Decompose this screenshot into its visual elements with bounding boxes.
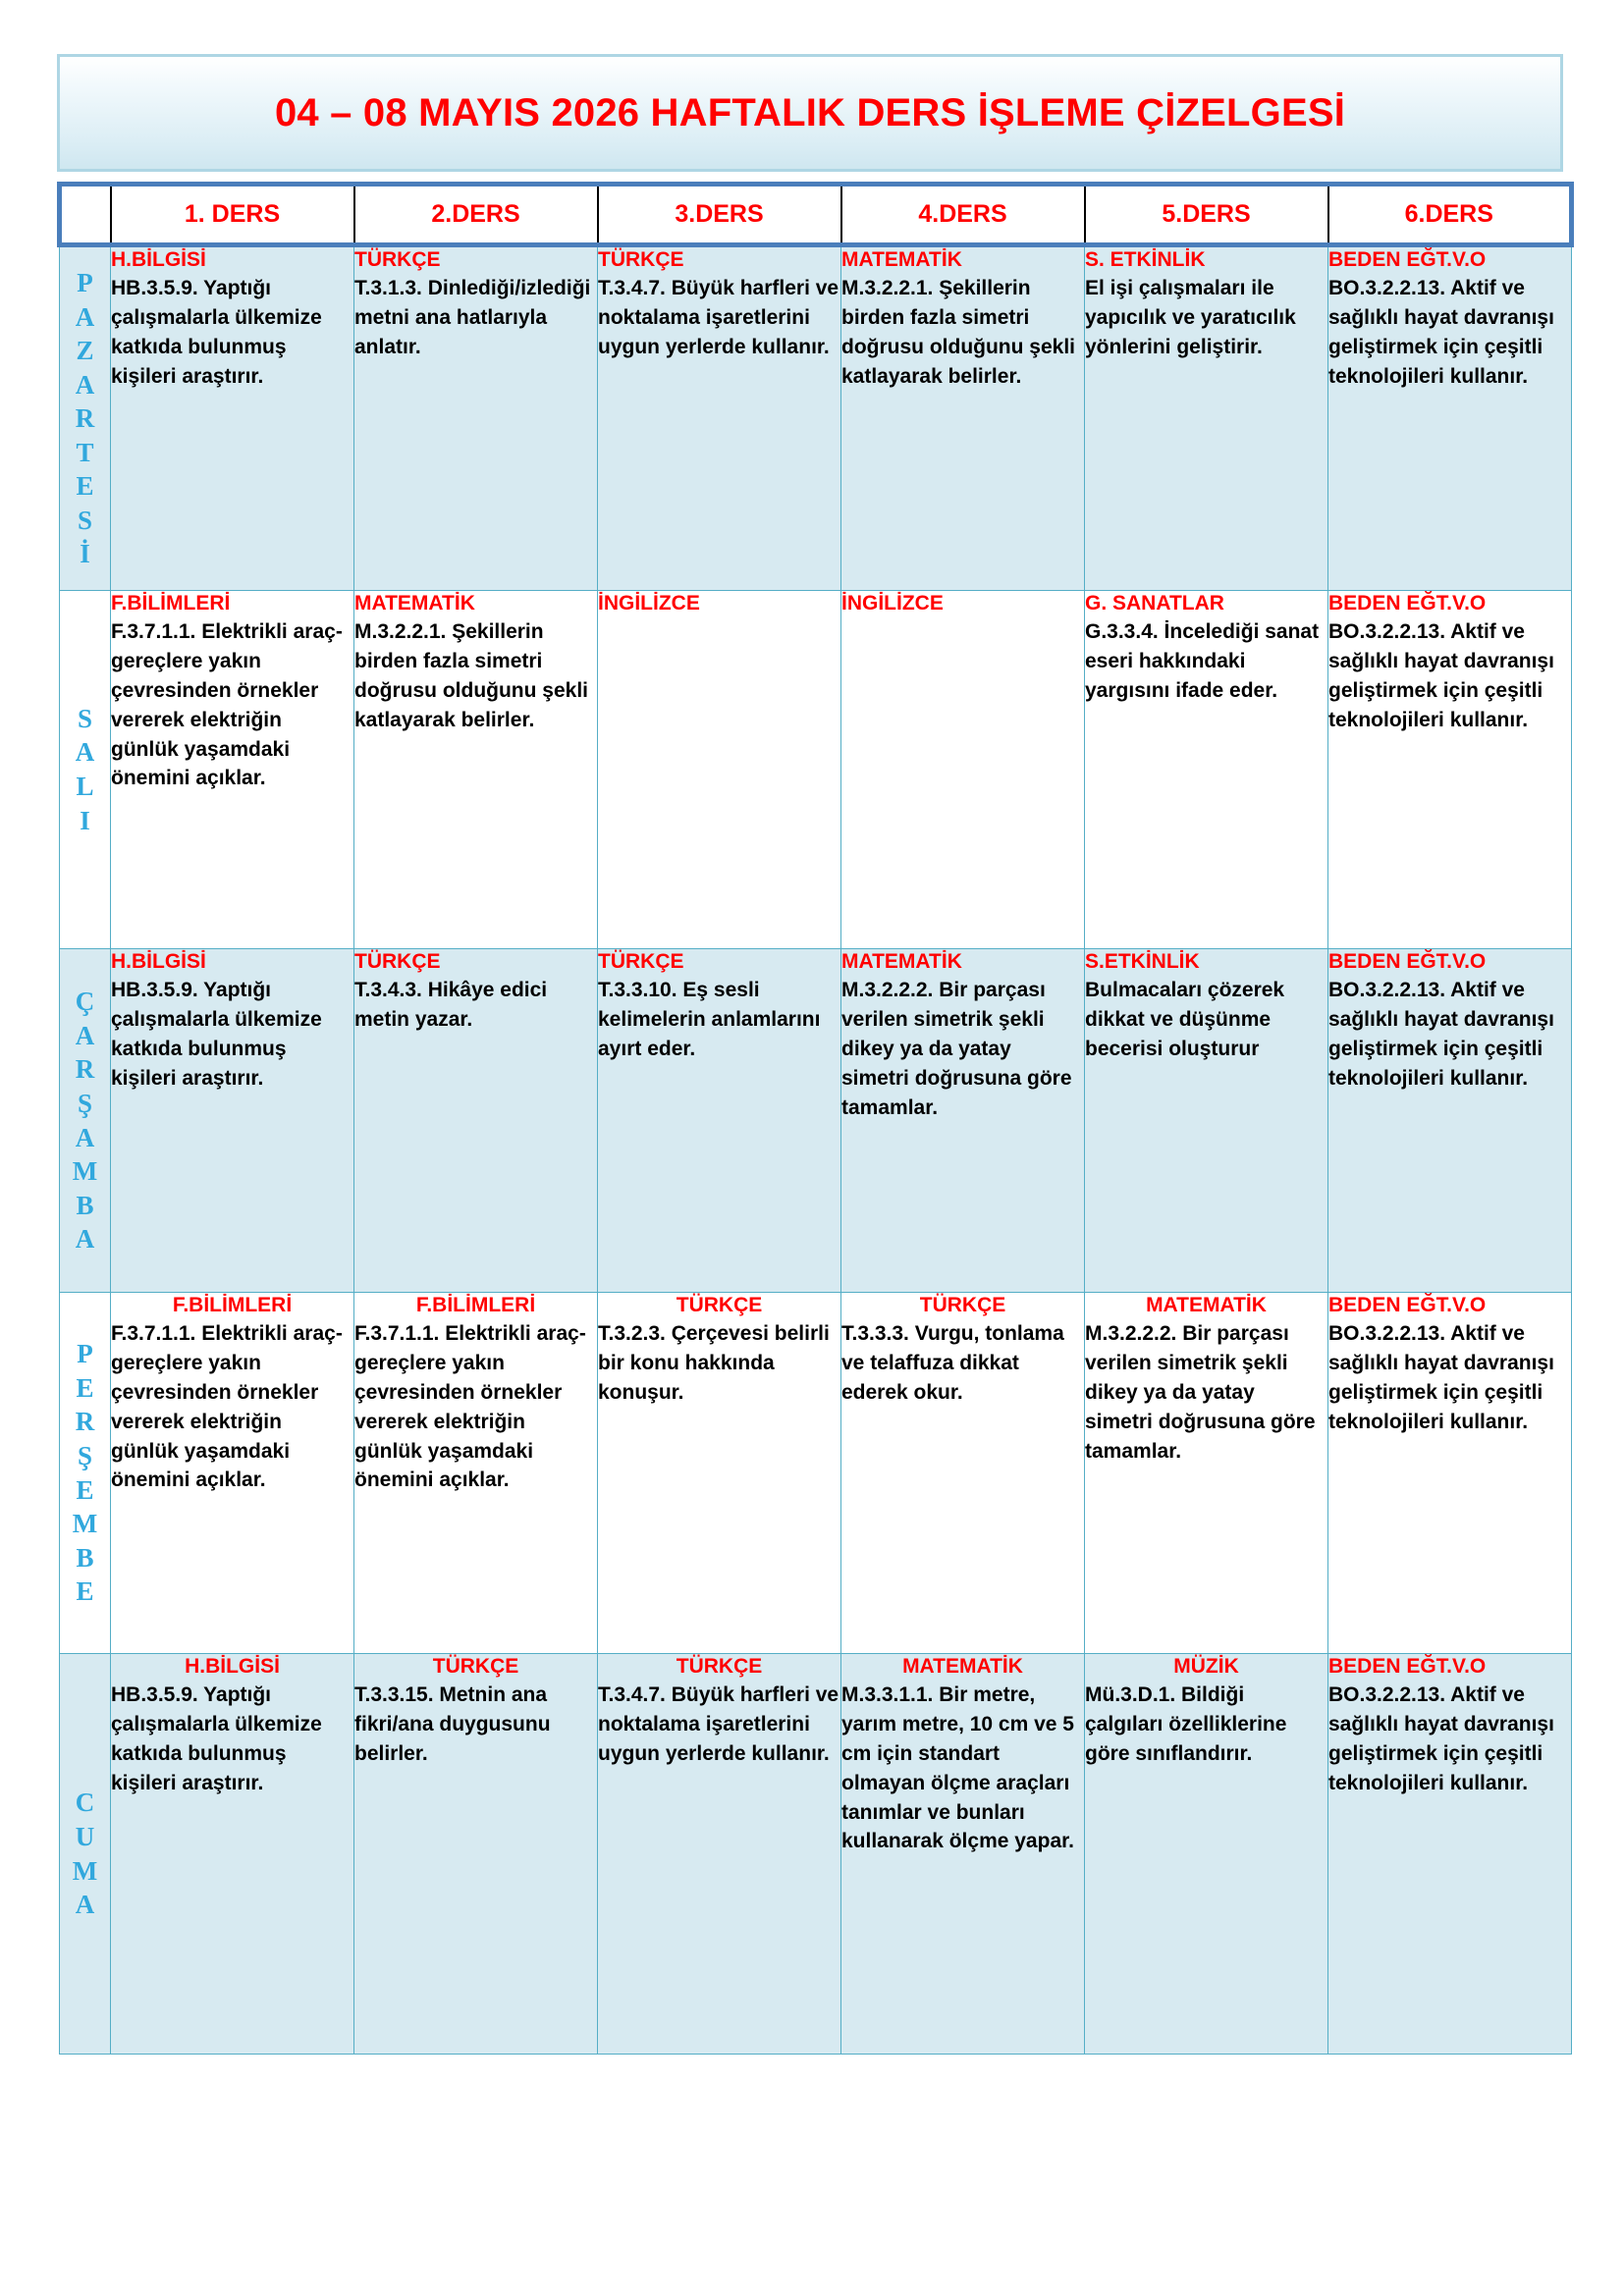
lesson-cell [841, 245, 1085, 591]
lesson-subject: MATEMATİK [1146, 1294, 1267, 1316]
lesson-objective: T.3.3.10. Eş sesli kelimelerin anlamlarını ayırt eder. [598, 979, 821, 1060]
lesson-objective: HB.3.5.9. Yaptığı çalışmalarla ülkemize katkıda bulunmuş kişileri araştırır. [111, 277, 322, 388]
day-letter: A [75, 1890, 95, 1920]
lesson-objective: T.3.1.3. Dinlediği/izlediği metni ana hatlarıyla anlatır. [354, 277, 591, 358]
lesson-subject: İNGİLİZCE [841, 592, 944, 614]
day-letter: A [75, 737, 95, 768]
lesson-cell [354, 1654, 598, 2055]
day-letter-stack [60, 591, 110, 948]
day-letter: P [77, 1339, 93, 1369]
lesson-objective: M.3.2.2.1. Şekillerin birden fazla simetri doğrusu olduğunu şekli katlayarak belirler. [354, 620, 588, 731]
lesson-objective: Bulmacaları çözerek dikkat ve düşünme becerisi oluşturur [1085, 979, 1285, 1060]
lesson-objective: M.3.2.2.2. Bir parçası verilen simetrik şekli dikey ya da yatay simetri doğrusuna göre tamamlar. [1085, 1322, 1316, 1463]
column-header-label: 6.DERS [1404, 200, 1493, 228]
lesson-cell [1085, 1654, 1328, 2055]
lesson-subject: MATEMATİK [902, 1655, 1023, 1678]
lesson-subject: TÜRKÇE [598, 248, 684, 271]
lesson-subject: BEDEN EĞT.V.O [1328, 248, 1487, 271]
lesson-subject: BEDEN EĞT.V.O [1328, 1655, 1487, 1678]
day-letter: A [75, 1020, 95, 1050]
lesson-cell [598, 245, 841, 591]
lesson-subject: TÜRKÇE [354, 248, 441, 271]
lesson-cell [1328, 591, 1572, 949]
lesson-subject: H.BİLGİSİ [111, 248, 206, 271]
lesson-cell [1085, 1293, 1328, 1654]
lesson-subject: İNGİLİZCE [598, 592, 700, 614]
day-letter: L [76, 772, 94, 801]
day-letter: T [76, 437, 94, 467]
lesson-subject: F.BİLİMLERİ [415, 1294, 536, 1316]
lesson-cell [598, 949, 841, 1293]
lesson-cell [111, 591, 354, 949]
lesson-cell [111, 949, 354, 1293]
lesson-subject: BEDEN EĞT.V.O [1328, 1294, 1487, 1316]
day-letter: I [80, 805, 90, 835]
day-letter: A [75, 1122, 95, 1152]
lesson-objective: F.3.7.1.1. Elektrikli araç-gereçlere yakın çevresinden örnekler vererek elektriğin günlük yaşamdaki önemini açıklar. [111, 620, 343, 790]
day-letter: E [76, 471, 94, 502]
column-header-label: 3.DERS [675, 200, 764, 228]
day-letter: P [77, 268, 93, 298]
day-letter: Ş [77, 1440, 93, 1470]
day-label-pazartesi̇ [60, 245, 111, 591]
table-row [60, 1293, 1572, 1654]
lesson-cell [354, 591, 598, 949]
day-letter: B [76, 1190, 94, 1220]
day-letter: B [76, 1542, 94, 1573]
lesson-cell [111, 1654, 354, 2055]
table-row [60, 245, 1572, 591]
lesson-objective: F.3.7.1.1. Elektrikli araç-gereçlere yakın çevresinden örnekler vererek elektriğin günlük yaşamdaki önemini açıklar. [111, 1322, 343, 1492]
lesson-objective: F.3.7.1.1. Elektrikli araç-gereçlere yakın çevresinden örnekler vererek elektriğin günlük yaşamdaki önemini açıklar. [354, 1322, 586, 1492]
table-row [60, 591, 1572, 949]
header-col-6 [1328, 185, 1572, 245]
day-letter: A [75, 301, 95, 332]
table-row [60, 949, 1572, 1293]
lesson-cell [598, 1654, 841, 2055]
lesson-objective: T.3.2.3. Çerçevesi belirli bir konu hakkında konuşur. [598, 1322, 830, 1404]
lesson-cell [841, 949, 1085, 1293]
day-label-sali [60, 591, 111, 949]
lesson-subject: S. ETKİNLİK [1085, 248, 1206, 271]
lesson-subject: F.BİLİMLERİ [111, 592, 231, 614]
page-title: 04 – 08 MAYIS 2026 HAFTALIK DERS İŞLEME ÇİZELGESİ [274, 90, 1346, 134]
lesson-subject: TÜRKÇE [919, 1294, 1006, 1316]
day-letter-stack [60, 1293, 110, 1653]
lesson-objective: BO.3.2.2.13. Aktif ve sağlıklı hayat davranışı geliştirmek için çeşitli teknolojileri kullanır. [1328, 1322, 1554, 1433]
day-letter: U [75, 1821, 95, 1851]
lesson-subject: TÜRKÇE [432, 1655, 519, 1678]
lesson-cell [354, 245, 598, 591]
day-letter: C [75, 1788, 95, 1818]
lesson-objective: HB.3.5.9. Yaptığı çalışmalarla ülkemize katkıda bulunmuş kişileri araştırır. [111, 1683, 322, 1794]
lesson-subject: TÜRKÇE [676, 1294, 763, 1316]
lesson-objective: BO.3.2.2.13. Aktif ve sağlıklı hayat davranışı geliştirmek için çeşitli teknolojileri kullanır. [1328, 277, 1554, 388]
lesson-objective: BO.3.2.2.13. Aktif ve sağlıklı hayat davranışı geliştirmek için çeşitli teknolojileri kullanır. [1328, 979, 1554, 1090]
lesson-objective: M.3.2.2.2. Bir parçası verilen simetrik şekli dikey ya da yatay simetri doğrusuna göre tamamlar. [841, 979, 1072, 1119]
table-row [60, 1654, 1572, 2055]
day-letter: M [72, 1156, 98, 1187]
day-label-cuma [60, 1654, 111, 2055]
lesson-cell [111, 1293, 354, 1654]
lesson-subject: TÜRKÇE [354, 950, 441, 973]
lesson-objective: T.3.4.3. Hikâye edici metin yazar. [354, 979, 548, 1032]
lesson-objective: BO.3.2.2.13. Aktif ve sağlıklı hayat davranışı geliştirmek için çeşitli teknolojileri kullanır. [1328, 1683, 1554, 1794]
day-letter-stack [60, 949, 110, 1292]
lesson-objective: HB.3.5.9. Yaptığı çalışmalarla ülkemize katkıda bulunmuş kişileri araştırır. [111, 979, 322, 1090]
lesson-cell [354, 949, 598, 1293]
day-letter: Ş [77, 1088, 93, 1118]
lesson-cell [1085, 245, 1328, 591]
lesson-cell [1328, 245, 1572, 591]
day-letter-stack [60, 1654, 110, 2054]
day-letter: S [77, 703, 93, 733]
day-letter: Z [76, 336, 94, 366]
lesson-subject: H.BİLGİSİ [111, 950, 206, 973]
lesson-subject: S.ETKİNLİK [1085, 950, 1200, 973]
lesson-cell [598, 1293, 841, 1654]
weekly-schedule-table [57, 182, 1574, 2055]
day-letter: Ç [75, 987, 95, 1017]
header-col-4 [841, 185, 1085, 245]
day-letter: M [72, 1509, 98, 1539]
lesson-subject: TÜRKÇE [676, 1655, 763, 1678]
day-letter: E [76, 1474, 94, 1505]
lesson-subject: G. SANATLAR [1085, 592, 1224, 614]
lesson-cell [598, 591, 841, 949]
lesson-objective: BO.3.2.2.13. Aktif ve sağlıklı hayat davranışı geliştirmek için çeşitli teknolojileri kullanır. [1328, 620, 1554, 731]
lesson-cell [841, 1654, 1085, 2055]
lesson-cell [1085, 949, 1328, 1293]
column-header-label: 1. DERS [184, 200, 281, 228]
day-letter: M [72, 1855, 98, 1886]
lesson-cell [111, 245, 354, 591]
lesson-objective: El işi çalışmaları ile yapıcılık ve yaratıcılık yönlerini geliştirir. [1085, 277, 1296, 358]
lesson-objective: T.3.3.3. Vurgu, tonlama ve telaffuza dikkat ederek okur. [841, 1322, 1064, 1404]
day-letter: E [76, 1576, 94, 1607]
schedule-body [60, 245, 1572, 2055]
header-col-2 [354, 185, 598, 245]
lesson-objective: G.3.3.4. İncelediği sanat eseri hakkındaki yargısını ifade eder. [1085, 620, 1320, 702]
day-letter: A [75, 1224, 95, 1255]
lesson-subject: MATEMATİK [841, 950, 962, 973]
lesson-cell [1328, 1654, 1572, 2055]
lesson-subject: TÜRKÇE [598, 950, 684, 973]
day-label-çarşamba [60, 949, 111, 1293]
day-letter-stack [60, 247, 110, 590]
lesson-subject: F.BİLİMLERİ [172, 1294, 293, 1316]
lesson-objective: T.3.4.7. Büyük harfleri ve noktalama işaretlerini uygun yerlerde kullanır. [598, 277, 839, 358]
lesson-cell [1328, 949, 1572, 1293]
lesson-cell [841, 1293, 1085, 1654]
lesson-objective: M.3.3.1.1. Bir metre, yarım metre, 10 cm ve 5 cm için standart olmayan ölçme araçları tanımlar ve bunları kullanarak ölçme yapar. [841, 1683, 1074, 1853]
day-letter: A [75, 369, 95, 400]
lesson-subject: H.BİLGİSİ [185, 1655, 280, 1678]
lesson-objective: M.3.2.2.1. Şekillerin birden fazla simetri doğrusu olduğunu şekli katlayarak belirler. [841, 277, 1075, 388]
day-letter: İ [80, 539, 90, 569]
lesson-cell [1328, 1293, 1572, 1654]
day-letter: R [75, 1407, 95, 1437]
header-col-1 [111, 185, 354, 245]
lesson-objective: Mü.3.D.1. Bildiği çalgıları özelliklerine göre sınıflandırır. [1085, 1683, 1287, 1765]
lesson-cell [841, 591, 1085, 949]
day-letter: R [75, 1054, 95, 1085]
day-letter: R [75, 403, 95, 434]
column-header-label: 2.DERS [431, 200, 520, 228]
lesson-subject: BEDEN EĞT.V.O [1328, 950, 1487, 973]
day-label-perşembe [60, 1293, 111, 1654]
lesson-objective: T.3.3.15. Metnin ana fikri/ana duygusunu belirler. [354, 1683, 551, 1765]
column-header-label: 5.DERS [1162, 200, 1251, 228]
lesson-subject: MATEMATİK [354, 592, 475, 614]
title-banner [57, 54, 1563, 172]
lesson-cell [1085, 591, 1328, 949]
header-day-column [60, 185, 111, 245]
lesson-cell [354, 1293, 598, 1654]
lesson-objective: T.3.4.7. Büyük harfleri ve noktalama işaretlerini uygun yerlerde kullanır. [598, 1683, 839, 1765]
lesson-subject: MÜZİK [1173, 1655, 1239, 1678]
table-header-row [60, 185, 1572, 245]
lesson-subject: BEDEN EĞT.V.O [1328, 592, 1487, 614]
header-col-5 [1085, 185, 1328, 245]
lesson-subject: MATEMATİK [841, 248, 962, 271]
day-letter: S [77, 505, 93, 535]
day-letter: E [76, 1372, 94, 1403]
header-col-3 [598, 185, 841, 245]
column-header-label: 4.DERS [918, 200, 1007, 228]
